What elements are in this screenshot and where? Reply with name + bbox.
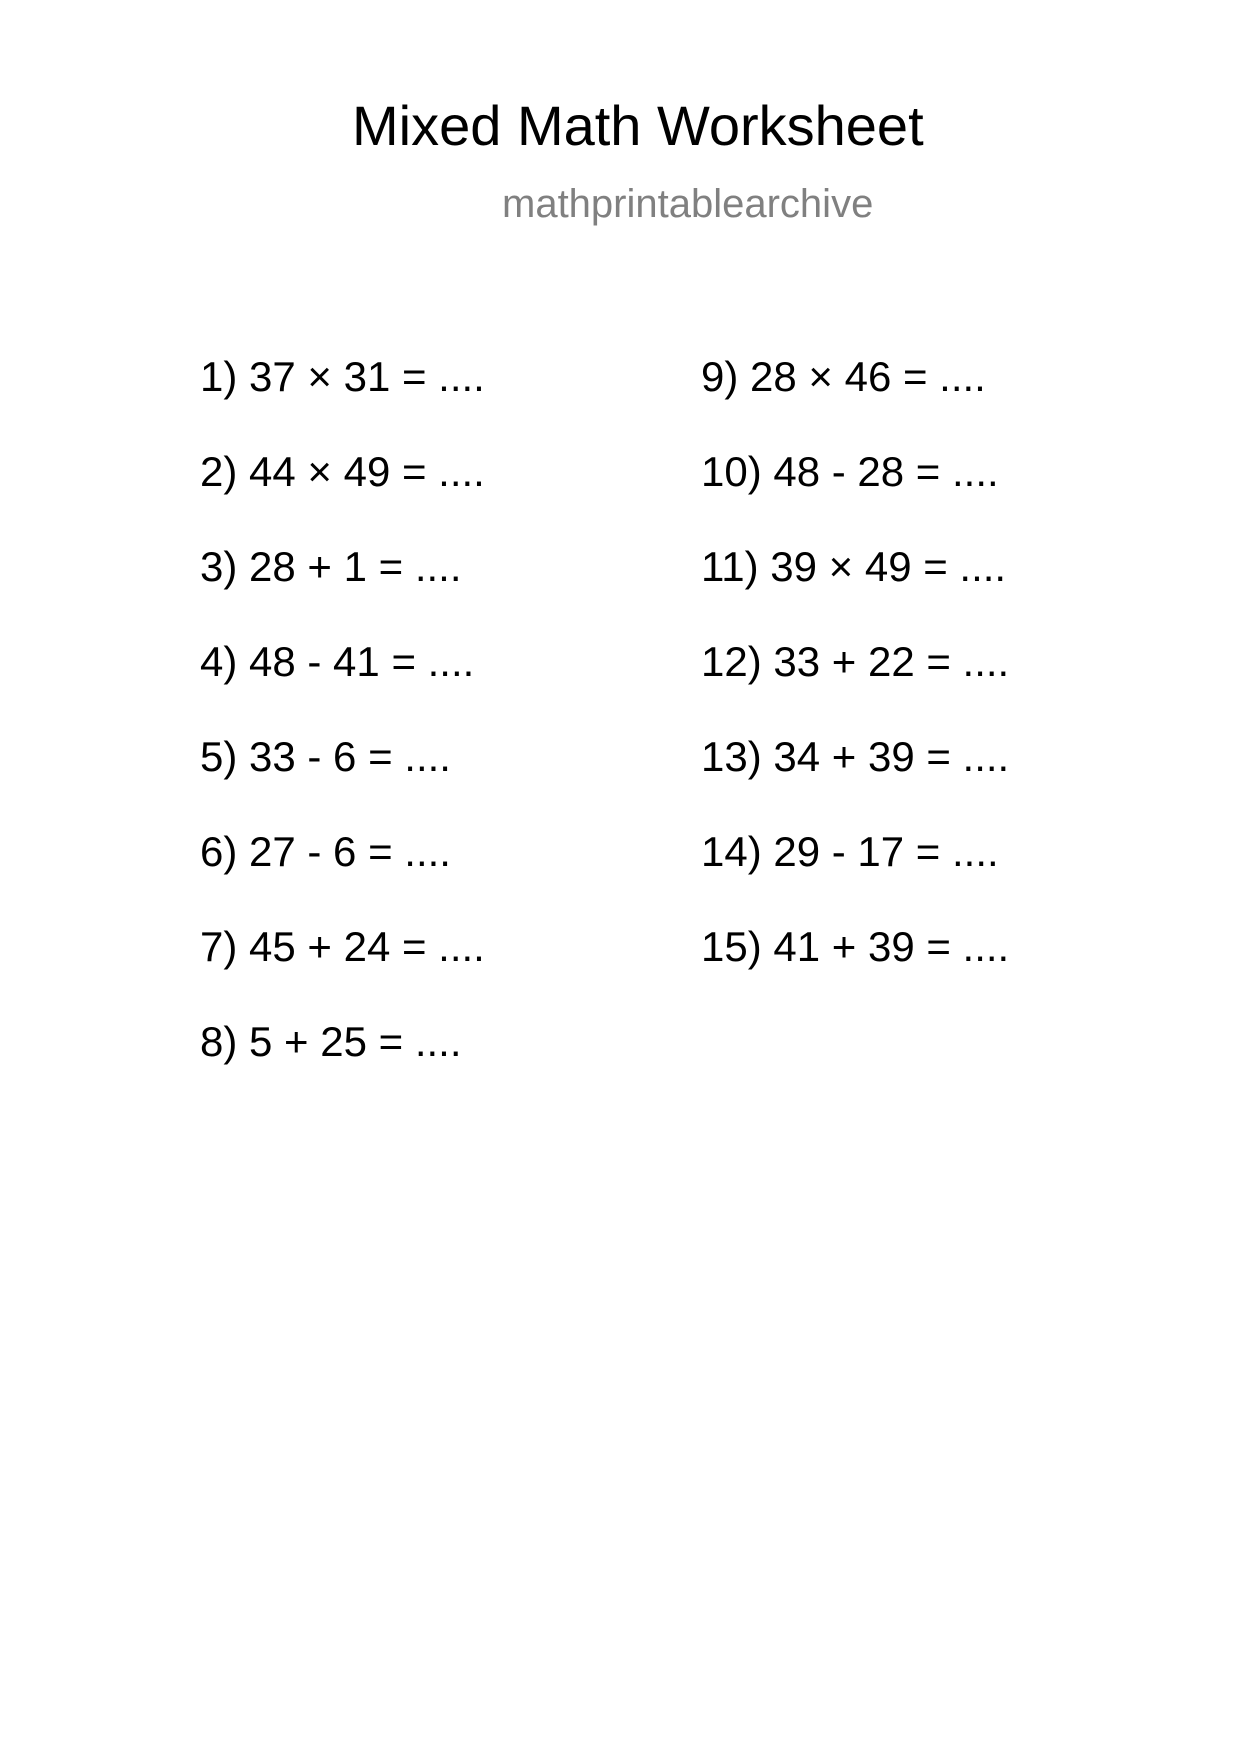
problem-9: 9) 28 × 46 = .... bbox=[701, 353, 986, 400]
problem-5: 5) 33 - 6 = .... bbox=[200, 733, 451, 780]
problem-14: 14) 29 - 17 = .... bbox=[701, 828, 999, 875]
problem-7: 7) 45 + 24 = .... bbox=[200, 923, 485, 970]
problem-10: 10) 48 - 28 = .... bbox=[701, 448, 999, 495]
problem-8: 8) 5 + 25 = .... bbox=[200, 1018, 462, 1065]
problem-4: 4) 48 - 41 = .... bbox=[200, 638, 475, 685]
page-title: Mixed Math Worksheet bbox=[352, 94, 924, 157]
problem-6: 6) 27 - 6 = .... bbox=[200, 828, 451, 875]
problem-list-right bbox=[701, 353, 1010, 1021]
problem-list-left bbox=[200, 353, 485, 1116]
problem-13: 13) 34 + 39 = .... bbox=[701, 733, 1010, 780]
page-subtitle: mathprintablearchive bbox=[502, 182, 874, 226]
problem-2: 2) 44 × 49 = .... bbox=[200, 448, 485, 495]
problem-15: 15) 41 + 39 = .... bbox=[701, 923, 1010, 970]
problem-12: 12) 33 + 22 = .... bbox=[701, 638, 1010, 685]
problem-1: 1) 37 × 31 = .... bbox=[200, 353, 485, 400]
problem-3: 3) 28 + 1 = .... bbox=[200, 543, 462, 590]
problem-11: 11) 39 × 49 = .... bbox=[701, 543, 1007, 590]
